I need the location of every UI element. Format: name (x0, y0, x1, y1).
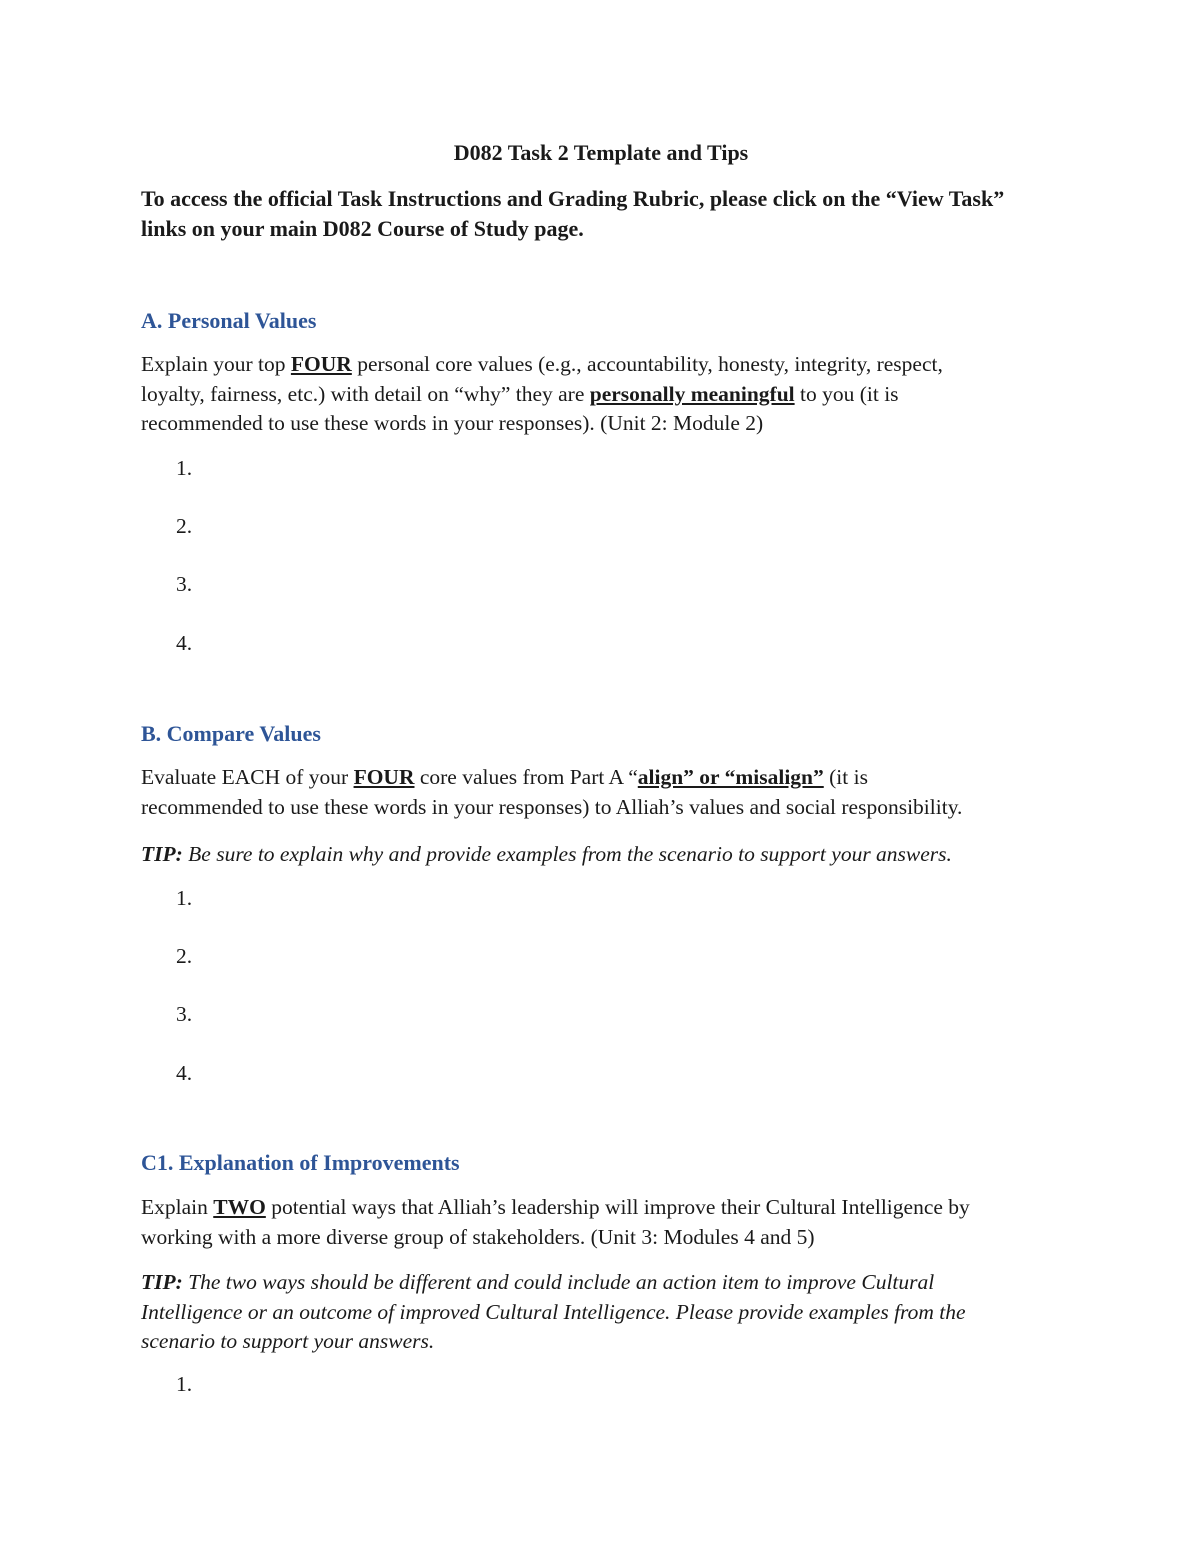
section-b-item-3: 3. (176, 1002, 193, 1026)
section-c1-heading: C1. Explanation of Improvements (141, 1150, 460, 1175)
section-b-item-2: 2. (176, 944, 193, 968)
section-c1-line-1 (141, 1193, 970, 1223)
text: Explain (141, 1195, 214, 1219)
section-b-tip (141, 840, 952, 870)
section-a-line-3: recommended to use these words in your responses). (Unit 2: Module 2) (141, 411, 764, 435)
tip-label: TIP: (141, 1270, 183, 1294)
section-a-item-4: 4. (176, 631, 193, 655)
section-a-item-2: 2. (176, 514, 193, 538)
emphasis-four: FOUR (290, 352, 352, 376)
section-a-line-1 (141, 350, 943, 380)
emphasis-align-misalign: align” or “misalign” (637, 765, 824, 789)
text: potential ways that Alliah’s leadership will improve their Cultural Intelligence by (265, 1195, 970, 1219)
section-b-line-2: recommended to use these words in your responses) to Alliah’s values and social responsibility. (141, 794, 963, 819)
section-b-paragraph (141, 763, 962, 822)
emphasis-personally-meaningful: personally meaningful (589, 381, 795, 406)
section-c1-tip-line-1 (141, 1268, 966, 1298)
document-title: D082 Task 2 Template and Tips (453, 140, 749, 165)
section-b-item-1: 1. (176, 886, 193, 910)
section-c1-paragraph (141, 1193, 970, 1252)
tip-label: TIP: (141, 842, 183, 866)
text: to you (it is (794, 381, 899, 406)
document-page (141, 0, 1061, 1553)
section-c1-line-2: working with a more diverse group of stakeholders. (Unit 3: Modules 4 and 5) (141, 1224, 815, 1249)
text: Explain your top (141, 352, 291, 376)
section-b-item-4: 4. (176, 1061, 193, 1085)
text: loyalty, fairness, etc.) with detail on “why” they are (141, 381, 590, 406)
section-c1-tip (141, 1268, 966, 1357)
text: Evaluate EACH of your (141, 765, 354, 789)
section-b-line-1 (141, 763, 962, 793)
text: personal core values (e.g., accountability, honesty, integrity, respect, (351, 352, 943, 376)
section-a-paragraph (141, 350, 943, 439)
emphasis-four: FOUR (353, 765, 415, 789)
section-b-heading: B. Compare Values (141, 721, 321, 746)
section-a-item-3: 3. (176, 572, 193, 596)
section-a-item-1: 1. (176, 456, 193, 480)
emphasis-two: TWO (213, 1195, 266, 1219)
section-c1-tip-line-2: Intelligence or an outcome of improved Cultural Intelligence. Please provide examples from the (141, 1299, 966, 1324)
section-c1-tip-line-3: scenario to support your answers. (141, 1329, 435, 1353)
section-c1-item-1: 1. (176, 1372, 193, 1396)
text: (it is (823, 765, 868, 789)
section-a-heading: A. Personal Values (141, 308, 317, 333)
intro-paragraph: To access the official Task Instructions and Grading Rubric, please click on the “View Task” links on your main D082 Course of Study page. (141, 186, 1005, 241)
tip-text: Be sure to explain why and provide examples from the scenario to support your answers. (182, 842, 952, 866)
text: core values from Part A “ (414, 765, 638, 789)
section-a-line-2 (141, 380, 943, 410)
tip-text: The two ways should be different and could include an action item to improve Cultural (182, 1270, 935, 1294)
